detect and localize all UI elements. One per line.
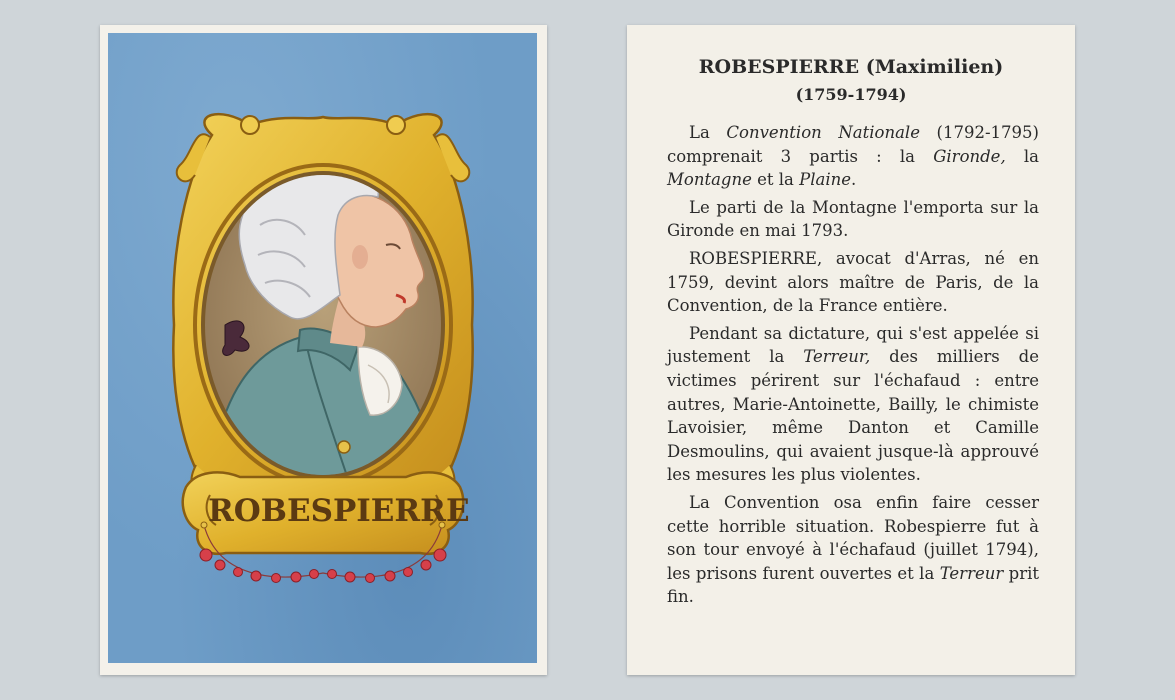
portrait-illustration [100,25,547,675]
paragraph-montagne: Le parti de la Montagne l'emporta sur la Gironde en mai 1793. [667,197,1039,241]
text-run: et la [751,170,800,190]
text-run: la [1005,146,1040,166]
card-front [100,25,547,675]
text-run-italic: Terreur [939,563,1004,583]
text-run: des milliers de victimes périrent sur l'échafaud : entre autres, Marie-Antoinette, Bailly, le chimiste Lavoisier, même Danton et Camille Desmoulins, qui avaient jusque-là approuvé les mesures les plus violentes. [667,347,1039,485]
card-dates: (1759-1794) [795,85,907,104]
title-surname: ROBESPIERRE [698,56,860,78]
paragraph-convention [667,121,1039,192]
title-given-name: (Maximilien) [865,56,1004,78]
paragraph-fin-terreur [667,491,1039,609]
text-run: prit fin. [667,563,1039,607]
text-run: (1792-1795) comprenait 3 partis : la [667,123,1039,166]
card-body [667,121,1039,613]
paragraph-robespierre: ROBESPIERRE, avocat d'Arras, né en 1759, devint alors maître de Paris, de la Convention, de la France entière. [667,248,1039,316]
text-run-italic: Terreur, [803,347,871,367]
paragraph-dictature [667,322,1039,487]
text-run: La Convention osa enfin faire cesser cette horrible situation. Robespierre fut à son tour envoyé à l'échafaud (juillet 1794), les prisons furent ouvertes et la [667,492,1039,583]
text-run-italic: Gironde, [933,146,1006,166]
text-run-italic: Plaine [799,170,852,190]
text-run-italic: Montagne [667,170,752,190]
card-back [627,25,1075,675]
text-run: . [851,170,857,190]
nameplate-label: ROBESPIERRE [208,493,470,529]
card-title [627,56,1075,78]
text-run: La [689,123,727,142]
text-run-italic: Convention Nationale [726,123,920,142]
text-run: Pendant sa dictature, qui s'est appelée si justement la [667,323,1039,367]
